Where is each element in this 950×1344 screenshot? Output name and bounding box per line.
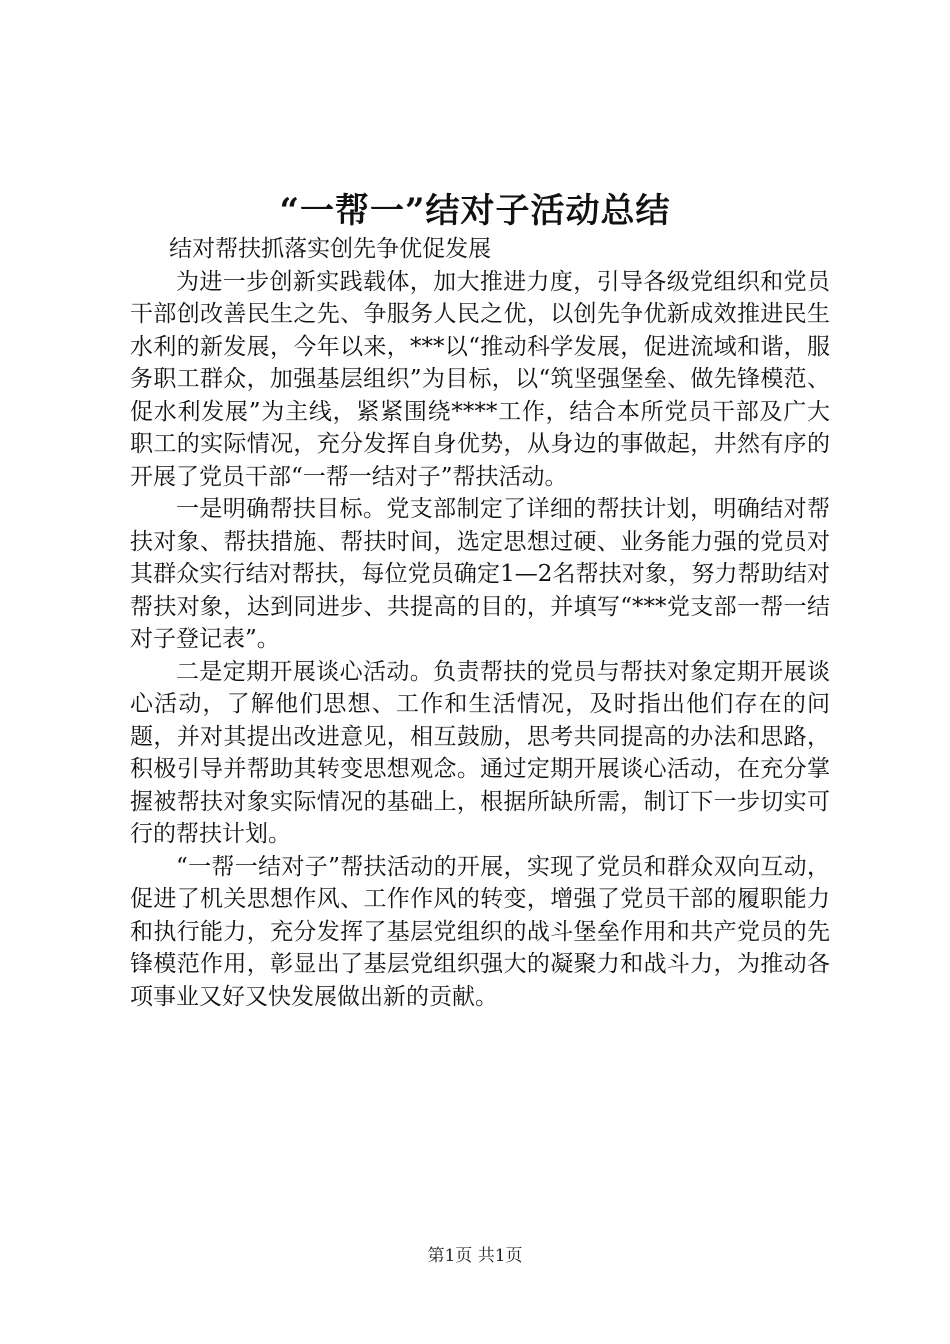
document-title: “一帮一”结对子活动总结 <box>279 191 671 231</box>
paragraph-goal: 一是明确帮扶目标。党支部制定了详细的帮扶计划，明确结对帮扶对象、帮扶措施、帮扶时间，选定思想过硬、业务能力强的党员对其群众实行结对帮扶，每位党员确定1—2名帮扶对象，努力帮助结对帮扶对象，达到同进步、共提高的目的，并填写“***党支部一帮一结对子登记表”。 <box>130 496 830 652</box>
paragraph-intro: 为进一步创新实践载体，加大推进力度，引导各级党组织和党员干部创改善民生之先、争服务人民之优，以创先争优新成效推进民生水利的新发展，今年以来，***以“推动科学发展，促进流域和谐，服务职工群众，加强基层组织”为目标，以“筑坚强堡垒、做先锋模范、促水利发展”为主线，紧紧围绕****工作，结合本所党员干部及广大职工的实际情况，充分发挥自身优势，从身边的事做起，井然有序的开展了党员干部“一帮一结对子”帮扶活动。 <box>130 268 830 490</box>
document-body <box>130 233 830 1013</box>
document-subtitle: 结对帮扶抓落实创先争优促发展 <box>169 236 492 262</box>
page-number-footer: 第1页 共1页 <box>427 1246 523 1266</box>
paragraph-talks: 二是定期开展谈心活动。负责帮扶的党员与帮扶对象定期开展谈心活动，了解他们思想、工作和生活情况，及时指出他们存在的问题，并对其提出改进意见，相互鼓励，思考共同提高的办法和思路，积极引导并帮助其转变思想观念。通过定期开展谈心活动，在充分掌握被帮扶对象实际情况的基础上，根据所缺所需，制订下一步切实可行的帮扶计划。 <box>130 658 830 847</box>
paragraph-conclusion: “一帮一结对子”帮扶活动的开展，实现了党员和群众双向互动，促进了机关思想作风、工作作风的转变，增强了党员干部的履职能力和执行能力，充分发挥了基层党组织的战斗堡垒作用和共产党员的先锋模范作用，彰显出了基层党组织强大的凝聚力和战斗力，为推动各项事业又好又快发展做出新的贡献。 <box>130 853 830 1010</box>
